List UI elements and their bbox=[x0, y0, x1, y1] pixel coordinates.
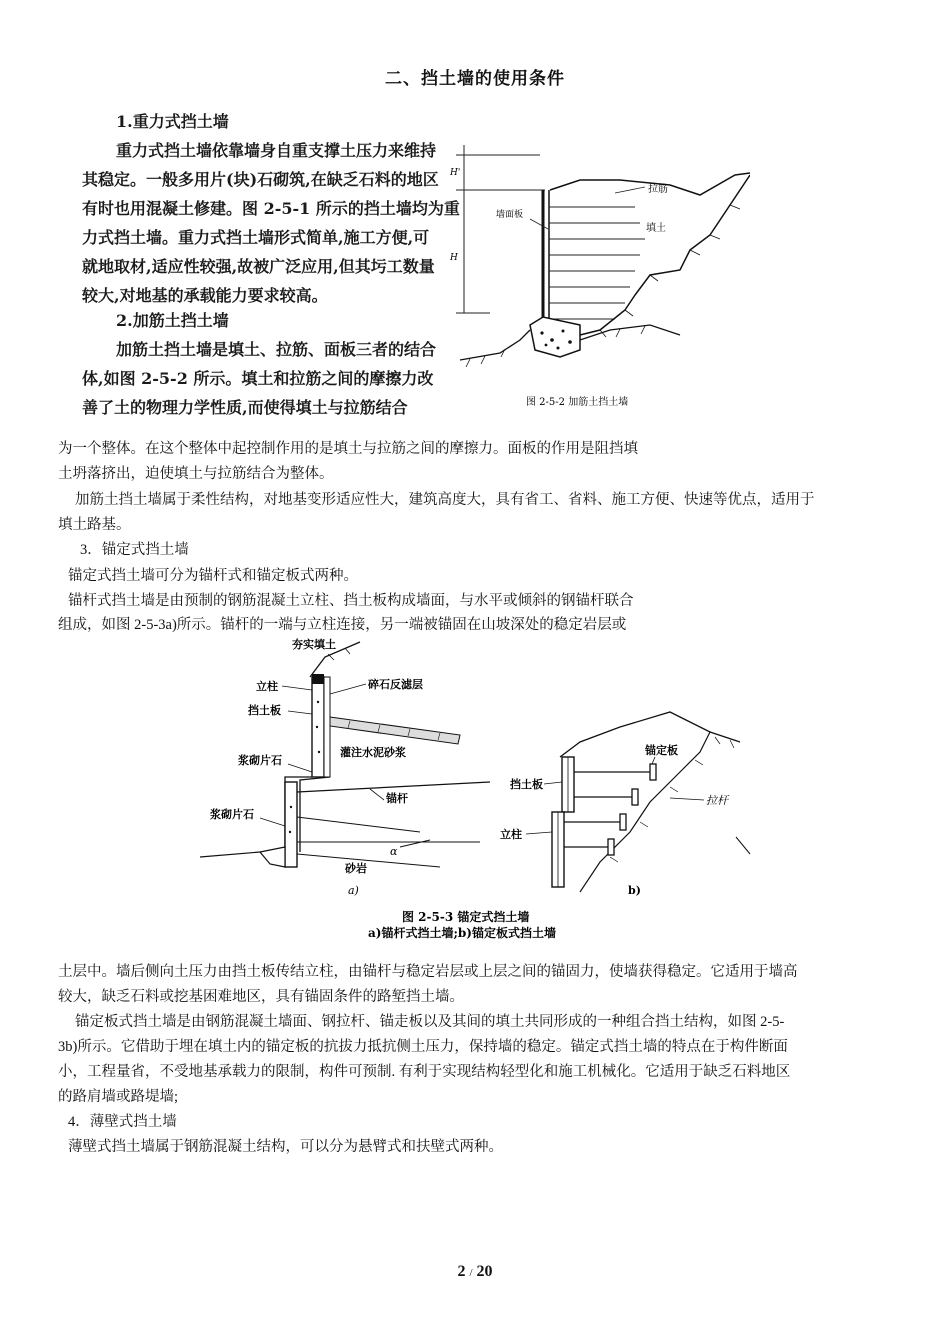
label-column-b: 立柱 bbox=[500, 828, 522, 841]
reinforced-heading: 2.加筋土挡土墙 bbox=[116, 311, 229, 330]
anchored-rod-line: 锚杆式挡土墙是由预制的钢筋混凝土立柱、挡土板构成墙面，与水平或倾斜的钢锚杆联合 bbox=[68, 593, 634, 609]
reinforced-para2: 加筋土挡土墙属于柔性结构，对地基变形适应性大，建筑高度大，具有省工、省料、施工方便、快速等优点，适用于 bbox=[75, 492, 815, 508]
label-sub-b: b) bbox=[628, 884, 641, 897]
gravity-line: 其稳定。一般多用片(块)石砌筑,在缺乏石料的地区 bbox=[82, 170, 439, 189]
section-title: 二、挡土墙的使用条件 bbox=[385, 69, 565, 89]
label-sub-a: a) bbox=[348, 884, 359, 897]
label-rod: 锚杆 bbox=[386, 792, 408, 805]
anchored-plate-line: 锚定板式挡土墙是由钢筋混凝土墙面、钢拉杆、锚走板以及其间的填土共同形成的一种组合挡土结构，如图 2-5- bbox=[75, 1014, 785, 1030]
reinforced-para2: 填土路基。 bbox=[58, 517, 131, 533]
page-total: 20 bbox=[476, 1263, 493, 1280]
thin-wall-line: 薄壁式挡土墙属于钢筋混凝土结构，可以分为悬臂式和扶壁式两种。 bbox=[68, 1139, 503, 1155]
dim-h-big: H bbox=[450, 253, 458, 263]
reinforced-line: 善了土的物理力学性质,而使得填土与拉筋结合 bbox=[82, 398, 408, 417]
label-board-a: 挡土板 bbox=[248, 704, 281, 717]
label-sandstone: 砂岩 bbox=[345, 862, 367, 875]
reinforced-cont: 土坍落挤出，迫使填土与拉筋结合为整体。 bbox=[58, 466, 334, 482]
label-tie-rod: 拉杆 bbox=[706, 794, 728, 807]
page-number bbox=[0, 1263, 950, 1281]
figure-anchored-wall bbox=[200, 632, 760, 944]
page-separator: / bbox=[469, 1267, 473, 1279]
gravity-line: 较大,对地基的承载能力要求较高。 bbox=[82, 286, 328, 305]
gravity-line: 有时也用混凝土修建。图 2-5-1 所示的挡土墙均为重 bbox=[82, 199, 460, 218]
gravity-line: 力式挡土墙。重力式挡土墙形式简单,施工方便,可 bbox=[82, 228, 430, 247]
reinforced-cont: 为一个整体。在这个整体中起控制作用的是填土与拉筋之间的摩擦力。面板的作用是阻挡填 bbox=[58, 441, 638, 457]
anchored-plate-line: 的路肩墙或路堤墙; bbox=[58, 1089, 179, 1105]
anchored-after-line: 较大，缺乏石料或挖基困难地区，具有锚固条件的路堑挡土墙。 bbox=[58, 989, 464, 1005]
label-masonry-1: 浆砌片石 bbox=[238, 754, 282, 767]
label-gravel-filter: 碎石反滤层 bbox=[368, 678, 423, 691]
label-board-b: 挡土板 bbox=[510, 778, 543, 791]
anchored-plate-line: 3b)所示。它借助于埋在填土内的锚定板的抗拔力抵抗侧土压力，保持墙的稳定。锚定式挡土墙的特点在于构件断面 bbox=[58, 1039, 788, 1055]
gravity-line: 重力式挡土墙依靠墙身自重支撑土压力来维持 bbox=[116, 141, 437, 160]
figure-253-caption-2: a)锚杆式挡土墙;b)锚定板式挡土墙 bbox=[368, 926, 556, 940]
anchored-after-line: 土层中。墙后侧向土压力由挡土板传结立柱，由锚杆与稳定岩层或上层之间的锚固力，使墙获得稳定。它适用于墙高 bbox=[58, 964, 798, 980]
label-compacted-fill: 夯实填土 bbox=[292, 638, 336, 651]
label-anchor-plate: 锚定板 bbox=[645, 744, 678, 757]
gravity-line: 就地取材,适应性较强,故被广泛应用,但其圬工数量 bbox=[82, 257, 435, 276]
anchored-heading: 3．锚定式挡土墙 bbox=[80, 542, 189, 558]
label-fill: 填土 bbox=[646, 223, 666, 234]
label-panel: 墙面板 bbox=[496, 210, 524, 220]
anchored-rod-line: 组成，如图 2-5-3a)所示。锚杆的一端与立柱连接，另一端被锚固在山坡深处的稳定岩层或 bbox=[58, 617, 627, 633]
label-grout: 灌注水泥砂浆 bbox=[340, 746, 406, 759]
anchored-plate-line: 小，工程量省，不受地基承载力的限制，构件可预制. 有利于实现结构轻型化和施工机械化。它适用于缺乏石料地区 bbox=[58, 1064, 791, 1080]
reinforced-line: 体,如图 2-5-2 所示。填土和拉筋之间的摩擦力改 bbox=[82, 369, 434, 388]
label-alpha: α bbox=[390, 845, 398, 858]
dim-h-small: H' bbox=[450, 168, 461, 178]
figure-252-caption: 图 2-5-2 加筋土挡土墙 bbox=[526, 397, 629, 408]
figure-reinforced-wall bbox=[450, 135, 750, 420]
label-masonry-2: 浆砌片石 bbox=[210, 808, 254, 821]
thin-wall-heading: 4．薄壁式挡土墙 bbox=[68, 1114, 177, 1130]
gravity-heading: 1.重力式挡土墙 bbox=[116, 112, 229, 131]
reinforced-line: 加筋土挡土墙是填土、拉筋、面板三者的结合 bbox=[116, 340, 437, 359]
label-column-a: 立柱 bbox=[256, 680, 278, 693]
anchored-intro: 锚定式挡土墙可分为锚杆式和锚定板式两种。 bbox=[68, 568, 358, 584]
figure-253-caption-1: 图 2-5-3 锚定式挡土墙 bbox=[402, 910, 530, 924]
label-ties: 拉筋 bbox=[648, 184, 668, 195]
page-current: 2 bbox=[457, 1263, 466, 1280]
